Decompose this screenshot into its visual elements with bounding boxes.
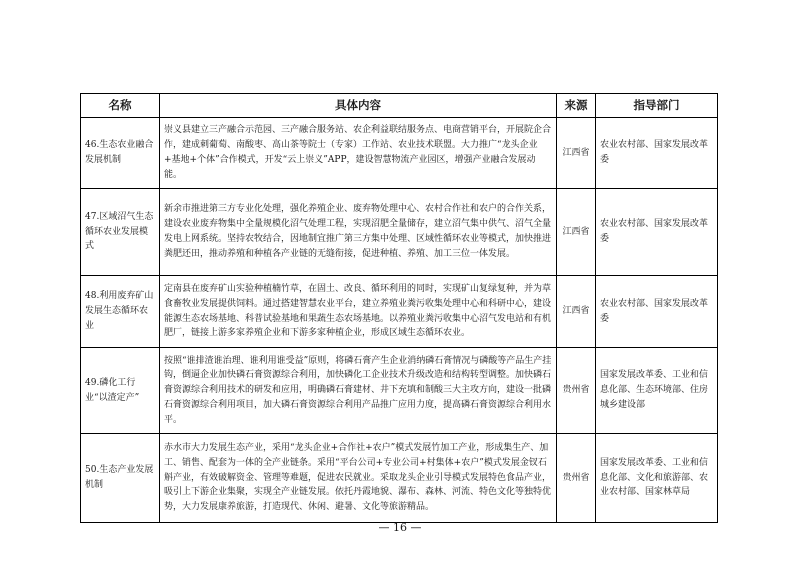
row-name: 49.磷化工行业“以渣定产” bbox=[81, 348, 160, 434]
row-dept: 农业农村部、国家发展改革委 bbox=[596, 276, 718, 348]
row-content: 赤水市大力发展生态产业，采用“龙头企业+合作社+农户”模式发展竹加工产业，形成集生产、加工、销售、配套为一体的全产业链条。采用“平台公司+专业公司+村集体+农户”模式发展金钗石斛产业，有效破解资金、管理等难题，促进农民就业。采取龙头企业引导模式发展特色食品产业，吸引上下游企业集聚，实现全产业链发展。依托丹霞地貌、瀑布、森林、河流、特色文化等独特优势，大力发展康养旅游，打造现代、休闲、避暑、文化等旅游精品。 bbox=[160, 434, 557, 523]
row-name: 50.生态产业发展机制 bbox=[81, 434, 160, 523]
table-header-row bbox=[81, 94, 718, 118]
row-content: 定南县在废弃矿山实验种植楠竹草，在固土、改良、循环利用的同时，实现矿山复绿复种，并为草食畜牧业发展提供饲料。通过搭建智慧农业平台，建立养殖业粪污收集处理中心和科研中心，建设能源生态农场基地、科普试验基地和果蔬生态农场基地。以养殖业粪污收集中心沼气发电站和有机肥厂，链接上游多家养殖企业和下游多家种植企业，形成区域生态循环农业。 bbox=[160, 276, 557, 348]
table-row bbox=[81, 348, 718, 434]
row-source: 江西省 bbox=[557, 189, 596, 276]
table-row bbox=[81, 118, 718, 189]
row-name: 48.利用废弃矿山发展生态循环农业 bbox=[81, 276, 160, 348]
page-number: — 16 — bbox=[378, 521, 422, 534]
row-content: 新余市推进第三方专业化处理，强化养殖企业、废弃物处理中心、农村合作社和农户的合作关系，建设农业废弃物集中全量规模化沼气处理工程，实现沼肥全量储存，建立沼气集中供气、沼气全量发电上网系统。坚持农牧结合，因地制宜推广第三方集中处理、区域性循环农业等模式，加快推进粪肥还田，推动养殖和种植各产业链的无缝衔接，促进种植、养殖、加工三位一体发展。 bbox=[160, 189, 557, 276]
row-source: 江西省 bbox=[557, 118, 596, 189]
header-dept: 指导部门 bbox=[596, 94, 718, 118]
row-dept: 农业农村部、国家发展改革委 bbox=[596, 189, 718, 276]
row-content: 按照“谁排渣谁治理、谁利用谁受益”原则，将磷石膏产生企业消纳磷石膏情况与磷酸等产品生产挂钩，倒逼企业加快磷石膏资源综合利用，加快磷化工企业技术升级改造和结构转型调整。加快磷石膏资源综合利用技术的研发和应用，明确磷石膏建材、井下充填和制酸三大主攻方向，建设一批磷石膏资源综合利用项目，加大磷石膏资源综合利用产品推广应用力度，提高磷石膏资源综合利用水平。 bbox=[160, 348, 557, 434]
row-name: 46.生态农业融合发展机制 bbox=[81, 118, 160, 189]
row-source: 贵州省 bbox=[557, 348, 596, 434]
header-name: 名称 bbox=[81, 94, 160, 118]
row-dept: 国家发展改革委、工业和信息化部、文化和旅游部、农业农村部、国家林草局 bbox=[596, 434, 718, 523]
table-row bbox=[81, 434, 718, 523]
row-source: 贵州省 bbox=[557, 434, 596, 523]
row-source: 江西省 bbox=[557, 276, 596, 348]
row-dept: 农业农村部、国家发展改革委 bbox=[596, 118, 718, 189]
row-name: 47.区域沼气生态循环农业发展模式 bbox=[81, 189, 160, 276]
header-source: 来源 bbox=[557, 94, 596, 118]
table-row bbox=[81, 189, 718, 276]
row-content: 崇义县建立三产融合示范园、三产融合服务站、农企利益联结服务点、电商营销平台，开展院企合作，建成刺葡萄、南酸枣、高山茶等院士（专家）工作站、农业技术联盟。大力推广“龙头企业+基地+个体”合作模式，开发“云上崇义”APP，建设智慧物流产业园区，增强产业融合发展动能。 bbox=[160, 118, 557, 189]
row-dept: 国家发展改革委、工业和信息化部、生态环境部、住房城乡建设部 bbox=[596, 348, 718, 434]
policy-table bbox=[80, 93, 718, 523]
header-content: 具体内容 bbox=[160, 94, 557, 118]
table-row bbox=[81, 276, 718, 348]
